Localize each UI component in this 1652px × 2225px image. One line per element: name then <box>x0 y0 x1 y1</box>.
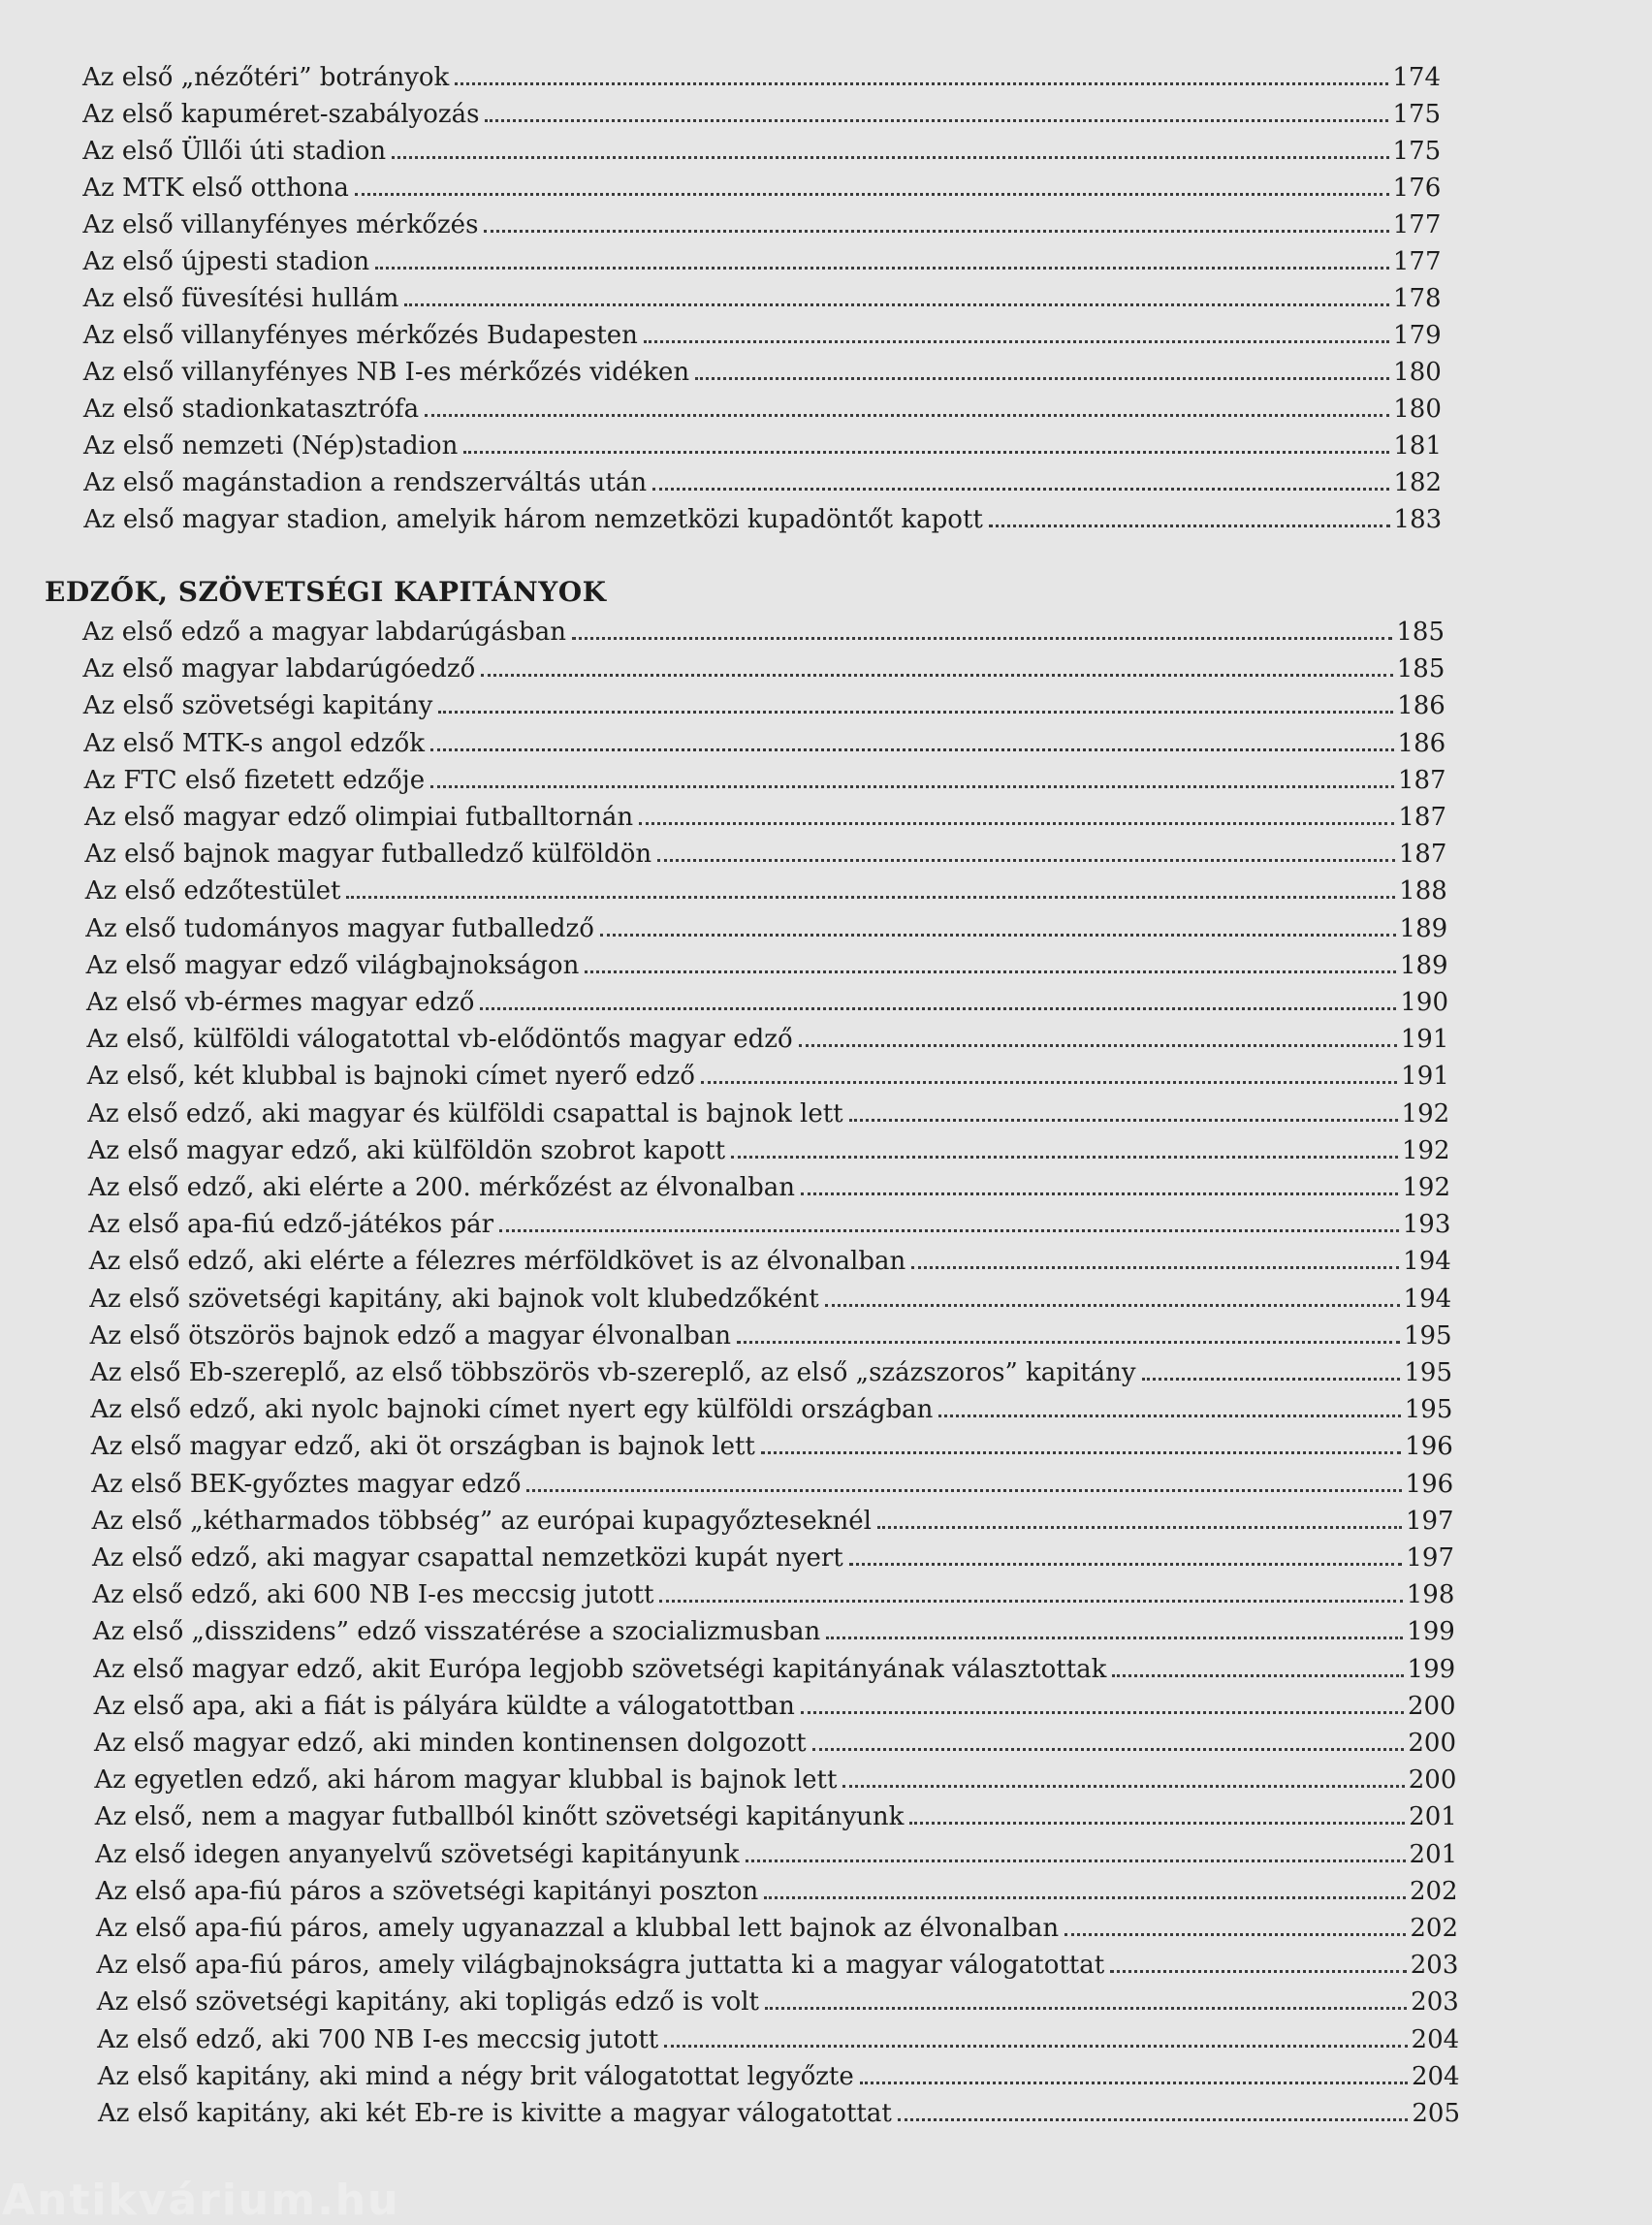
dot-leader <box>764 1896 1406 1899</box>
dot-leader <box>585 970 1396 973</box>
toc-entry-page: 196 <box>1405 1432 1453 1462</box>
dot-leader <box>463 451 1389 454</box>
toc-entry-page: 204 <box>1411 2061 1460 2091</box>
toc-entry-title: Az első „nézőtéri” botrányok <box>82 63 450 92</box>
toc-entry-page: 193 <box>1402 1210 1451 1240</box>
toc-entry-title: Az első apa, aki a fiát is pályára küldte a válogatottban <box>93 1691 795 1721</box>
toc-entry <box>85 872 1447 906</box>
toc-entry <box>91 1427 1453 1462</box>
dot-leader <box>1112 1674 1403 1677</box>
toc-entry-page: 197 <box>1406 1543 1454 1573</box>
toc-entry-page: 200 <box>1407 1691 1456 1721</box>
toc-entry <box>83 316 1442 351</box>
toc-entry-title: Az első stadionkatasztrófa <box>82 395 420 424</box>
toc-entry-title: Az első, nem a magyar futballból kinőtt szövetségi kapitányunk <box>94 1802 905 1832</box>
dot-leader <box>938 1414 1400 1417</box>
dot-leader <box>526 1489 1401 1492</box>
toc-entry-page: 179 <box>1393 321 1442 350</box>
dot-leader <box>731 1156 1398 1159</box>
dot-leader <box>801 1192 1398 1195</box>
toc-entry-title: Az első apa-fiú páros, amely világbajnokságra juttatta ki a magyar válogatottat <box>96 1951 1105 1981</box>
toc-entry-page: 202 <box>1409 1876 1458 1906</box>
toc-entry <box>90 1390 1452 1425</box>
toc-entry-page: 194 <box>1403 1247 1451 1277</box>
toc-entry-title: Az első BEK-győztes magyar edző <box>91 1469 522 1499</box>
dot-leader <box>849 1563 1403 1566</box>
dot-leader <box>485 119 1388 122</box>
toc-entry <box>83 353 1442 388</box>
dot-leader <box>812 1748 1405 1751</box>
dot-leader <box>1064 1933 1406 1936</box>
toc-entry-page: 204 <box>1411 2024 1460 2054</box>
toc-entry <box>90 1317 1452 1351</box>
toc-entry-page: 175 <box>1392 137 1442 166</box>
toc-entry-page: 203 <box>1410 1951 1459 1981</box>
watermark: Antikvárium.hu <box>2 2176 400 2225</box>
toc-entry-title: Az első vb-érmes magyar edző <box>86 988 475 1017</box>
toc-entry <box>93 1612 1455 1647</box>
toc-entry <box>97 2020 1459 2055</box>
toc-entry <box>88 1205 1450 1240</box>
dot-leader <box>499 1229 1399 1232</box>
toc-entry-title: Az első kapitány, aki mind a négy brit válogatottat legyőzte <box>97 2061 854 2091</box>
toc-entry <box>85 909 1447 944</box>
dot-leader <box>860 2082 1408 2084</box>
toc-entry-title: Az első szövetségi kapitány, aki topligás edző is volt <box>96 1987 759 2018</box>
dot-leader <box>572 637 1392 640</box>
toc-entry-title: Az első bajnok magyar futballedző külföldön <box>84 840 652 870</box>
dot-leader <box>695 377 1389 380</box>
dot-leader <box>639 822 1394 825</box>
toc-entry-title: Az első edző, aki elérte a 200. mérkőzést az élvonalban <box>88 1173 795 1202</box>
toc-entry <box>82 169 1441 204</box>
dot-leader <box>430 748 1394 751</box>
toc-entry-page: 186 <box>1397 691 1446 721</box>
toc-entry-page: 201 <box>1409 1802 1457 1832</box>
toc-entry <box>96 1946 1458 1981</box>
dot-leader <box>877 1526 1402 1529</box>
toc-entry-title: Az első edző, aki magyar és külföldi csapattal is bajnok lett <box>87 1098 843 1128</box>
dot-leader <box>898 2118 1409 2121</box>
toc-entry-title: Az első füvesítési hullám <box>82 284 399 313</box>
dot-leader <box>1142 1378 1401 1381</box>
dot-leader <box>664 2045 1407 2048</box>
toc-entry-title: Az első, két klubbal is bajnoki címet nyerő edző <box>86 1062 695 1092</box>
dot-leader <box>425 414 1389 417</box>
toc-entry <box>94 1761 1456 1796</box>
toc-entry-page: 175 <box>1392 100 1442 129</box>
toc-entry <box>89 1242 1451 1277</box>
dot-leader <box>481 674 1393 677</box>
toc-entry-title: Az első idegen anyanyelvű szövetségi kapitányunk <box>95 1839 740 1869</box>
toc-entry-page: 199 <box>1407 1617 1455 1647</box>
dot-leader <box>701 1081 1397 1084</box>
toc-entry-title: Az első apa-fiú páros a szövetségi kapitányi poszton <box>95 1876 759 1906</box>
dot-leader <box>825 1304 1400 1307</box>
toc-entry-title: Az FTC első fizetett edzője <box>83 765 426 795</box>
dot-leader <box>392 156 1388 159</box>
toc-entry-page: 174 <box>1392 63 1441 92</box>
toc-entry-title: Az első nemzeti (Nép)stadion <box>83 431 459 461</box>
toc-entry <box>82 206 1441 240</box>
dot-leader <box>842 1785 1404 1788</box>
dot-leader <box>600 934 1396 937</box>
toc-entry-page: 203 <box>1411 1987 1459 2018</box>
toc-entry <box>97 1983 1459 2018</box>
toc-entry <box>82 95 1441 130</box>
dot-leader <box>652 488 1389 491</box>
toc-entry <box>92 1575 1454 1610</box>
toc-entry-title: Az első apa-fiú páros, amely ugyanazzal a klubbal lett bajnok az élvonalban <box>96 1914 1060 1943</box>
toc-entry <box>84 835 1446 870</box>
dot-leader <box>801 1711 1404 1714</box>
toc-entry <box>82 613 1445 648</box>
toc-entry-title: Az első magyar labdarúgóedző <box>82 654 476 684</box>
toc-entry-page: 187 <box>1398 803 1446 832</box>
toc-entry-title: Az első magyar edző olimpiai futballtornán <box>84 803 634 832</box>
toc-entry <box>82 650 1445 684</box>
toc-entry <box>95 1835 1457 1870</box>
toc-entry-title: Az egyetlen edző, aki három magyar klubbal is bajnok lett <box>94 1765 838 1796</box>
toc-entry-title: Az MTK első otthona <box>82 174 349 203</box>
toc-entry-page: 188 <box>1399 876 1447 906</box>
toc-entry-page: 195 <box>1403 1320 1452 1351</box>
toc-entry <box>89 1280 1451 1315</box>
toc-entry-page: 200 <box>1408 1765 1457 1796</box>
toc-entry-title: Az első magyar edző, aki öt országban is bajnok lett <box>90 1432 755 1462</box>
toc-entry-title: Az első edző, aki magyar csapattal nemzetközi kupát nyert <box>92 1543 843 1573</box>
toc-entry-page: 201 <box>1409 1839 1458 1869</box>
toc-entry-page: 185 <box>1396 654 1446 684</box>
toc-entry <box>86 1020 1448 1055</box>
toc-entry-title: Az első tudományos magyar futballedző <box>85 913 594 943</box>
dot-leader <box>849 1119 1398 1122</box>
dot-leader <box>799 1044 1397 1047</box>
toc-entry <box>82 58 1441 93</box>
dot-leader <box>737 1341 1400 1344</box>
toc-entry <box>92 1539 1454 1573</box>
toc-entry-page: 181 <box>1393 431 1442 461</box>
dot-leader <box>765 2007 1407 2010</box>
toc-entry-title: Az első MTK-s angol edzők <box>83 728 426 758</box>
toc-entry <box>84 798 1446 833</box>
toc-entry-page: 178 <box>1392 284 1442 313</box>
toc-entry-page: 191 <box>1401 1062 1449 1092</box>
dot-leader <box>746 1859 1406 1862</box>
toc-entry <box>83 390 1442 425</box>
toc-entry-page: 205 <box>1412 2099 1460 2128</box>
toc-entry-page: 182 <box>1393 468 1443 497</box>
toc-entry-title: Az első edző a magyar labdarúgásban <box>82 618 566 647</box>
dot-leader <box>375 267 1389 270</box>
toc-entry-title: Az első „disszidens” edző visszatérése a szocializmusban <box>92 1617 821 1647</box>
toc-entry-title: Az első edző, aki nyolc bajnoki címet nyert egy külföldi országban <box>90 1395 934 1425</box>
toc-entry <box>86 983 1448 1018</box>
toc-entry-page: 199 <box>1407 1654 1456 1684</box>
toc-entry-page: 183 <box>1393 505 1443 534</box>
dot-leader <box>404 303 1389 306</box>
toc-entry <box>96 1872 1458 1907</box>
toc-entry-page: 200 <box>1408 1729 1456 1758</box>
toc-entry-page: 177 <box>1392 247 1442 276</box>
toc-entry-title: Az első „kétharmados többség” az európai kupagyőzteseknél <box>91 1506 872 1536</box>
toc-entry <box>83 279 1442 314</box>
toc-entry <box>83 463 1442 498</box>
toc-entry-title: Az első magánstadion a rendszerváltás után <box>83 468 648 497</box>
toc-entry-page: 192 <box>1401 1098 1450 1128</box>
dot-leader <box>659 1600 1402 1603</box>
toc-entry <box>87 1057 1449 1092</box>
toc-entry-page: 195 <box>1404 1395 1453 1425</box>
toc-entry-title: Az első Üllői úti stadion <box>82 137 387 166</box>
dot-leader <box>909 1822 1405 1825</box>
toc-entry <box>92 1502 1454 1537</box>
dot-leader <box>911 1266 1399 1269</box>
toc-entry-title: Az első magyar stadion, amelyik három nemzetközi kupadöntőt kapott <box>83 505 983 534</box>
dot-leader <box>438 711 1393 714</box>
toc-entry-title: Az első Eb-szereplő, az első többszörös vb-szereplő, az első „százszoros” kapitány <box>90 1358 1136 1387</box>
toc-entry-title: Az első magyar edző, aki minden kontinensen dolgozott <box>94 1729 807 1758</box>
dot-leader <box>484 230 1388 233</box>
toc-entry-title: Az első kapuméret-szabályozás <box>82 100 480 129</box>
toc-entry-page: 190 <box>1400 988 1448 1017</box>
toc-entry <box>83 500 1442 535</box>
toc-entry-page: 198 <box>1406 1580 1455 1610</box>
dot-leader <box>480 1007 1396 1010</box>
toc-entry <box>88 1168 1450 1203</box>
toc-entry-page: 197 <box>1405 1506 1454 1536</box>
toc-entry-page: 185 <box>1396 618 1445 647</box>
dot-leader <box>644 340 1389 343</box>
toc-entry <box>91 1465 1453 1500</box>
toc-entry-page: 195 <box>1404 1358 1452 1387</box>
toc-entry-page: 191 <box>1400 1025 1449 1055</box>
toc-entry <box>90 1353 1452 1388</box>
toc-entry-title: Az első edző, aki 700 NB I-es meccsig jutott <box>97 2024 659 2054</box>
toc-entry-page: 180 <box>1393 358 1442 387</box>
toc-entry-page: 186 <box>1397 728 1446 758</box>
toc-entry-page: 187 <box>1397 765 1446 795</box>
dot-leader <box>346 896 1395 899</box>
toc-entry <box>82 132 1441 167</box>
toc-entry-title: Az első szövetségi kapitány <box>82 691 433 721</box>
dot-leader <box>455 82 1388 85</box>
toc-entry-page: 187 <box>1398 840 1447 870</box>
toc-entry-page: 177 <box>1392 210 1442 239</box>
toc-entry-title: Az első edző, aki 600 NB I-es meccsig jutott <box>92 1580 654 1610</box>
toc-entry-title: Az első kapitány, aki két Eb-re is kivitte a magyar válogatottat <box>98 2099 892 2128</box>
toc-entry <box>94 1687 1456 1722</box>
toc-entry <box>83 242 1442 277</box>
toc-entry-title: Az első újpesti stadion <box>82 247 370 276</box>
toc-entry-page: 202 <box>1410 1914 1458 1943</box>
toc-entry-page: 176 <box>1392 174 1442 203</box>
toc-entry-page: 192 <box>1401 1135 1450 1165</box>
dot-leader <box>1110 1970 1407 1973</box>
toc-entry <box>98 2094 1460 2129</box>
toc-entry-title: Az első ötszörös bajnok edző a magyar élvonalban <box>89 1320 731 1351</box>
toc-entry-title: Az első, külföldi válogatottal vb-elődöntős magyar edző <box>86 1025 793 1055</box>
toc-entry-title: Az első villanyfényes mérkőzés <box>82 210 479 239</box>
toc-entry-title: Az első edzőtestület <box>84 876 341 906</box>
toc-entry <box>93 1650 1455 1685</box>
toc-entry <box>84 761 1446 796</box>
toc-entry <box>87 1095 1449 1129</box>
toc-entry-title: Az első apa-fiú edző-játékos pár <box>88 1210 494 1240</box>
dot-leader <box>989 524 1390 527</box>
toc-entry <box>88 1131 1450 1166</box>
toc-entry <box>83 724 1446 759</box>
toc-entry <box>83 686 1446 721</box>
toc-entry-page: 180 <box>1393 395 1442 424</box>
toc-entry-title: Az első edző, aki elérte a félezres mérföldkövet is az élvonalban <box>88 1247 906 1277</box>
section-heading: EDZŐK, SZÖVETSÉGI KAPITÁNYOK <box>45 576 607 608</box>
toc-entry-title: Az első villanyfényes NB I-es mérkőzés vidéken <box>82 358 690 387</box>
toc-entry-page: 192 <box>1402 1173 1450 1202</box>
toc-entry <box>95 1797 1457 1832</box>
toc-entry-page: 189 <box>1399 950 1448 980</box>
toc-entry-title: Az első villanyfényes mérkőzés Budapesten <box>82 321 638 350</box>
dot-leader <box>761 1451 1401 1454</box>
dot-leader <box>657 859 1395 862</box>
toc-entry-title: Az első magyar edző világbajnokságon <box>85 950 580 980</box>
toc-entry <box>96 1909 1458 1944</box>
toc-entry <box>94 1724 1456 1759</box>
toc-entry-page: 196 <box>1405 1469 1454 1499</box>
toc-entry-title: Az első szövetségi kapitány, aki bajnok volt klubedzőként <box>89 1284 819 1314</box>
toc-entry <box>98 2057 1460 2092</box>
dot-leader <box>430 785 1394 788</box>
toc-entry <box>83 427 1442 461</box>
toc-entry-page: 194 <box>1403 1284 1452 1314</box>
toc-entry-title: Az első magyar edző, akit Európa legjobb szövetségi kapitányának választottak <box>93 1654 1107 1684</box>
toc-entry-page: 189 <box>1399 913 1448 943</box>
dot-leader <box>826 1637 1403 1639</box>
toc-entry-title: Az első magyar edző, aki külföldön szobrot kapott <box>87 1135 726 1165</box>
toc-entry <box>86 946 1448 981</box>
dot-leader <box>355 193 1389 196</box>
